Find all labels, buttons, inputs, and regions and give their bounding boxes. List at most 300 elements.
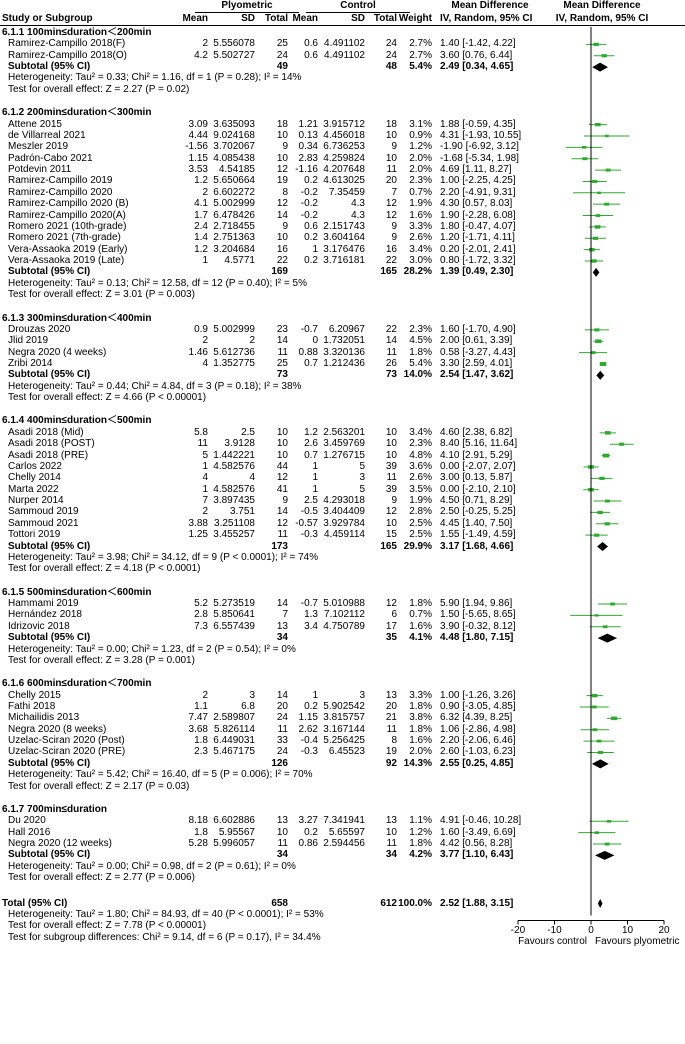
cell-w: 2.3% [409,438,432,450]
cell-m1: 2.8 [194,609,208,621]
cell-m1: 3.53 [188,164,208,176]
cell-w: 14.3% [403,757,432,769]
study-name: Uzelac-Sciran 2020 (Post) [8,735,125,747]
study-name: Potdevin 2011 [8,164,72,176]
cell-sd1: 5.002999 [213,323,255,335]
cell-w: 1.8% [409,838,432,850]
study-name: Michailidis 2013 [8,712,80,724]
cell-w: 3.4% [409,426,432,438]
cell-sd2: 3.604164 [323,232,365,244]
cell-n2: 9 [391,495,397,507]
cell-w: 1.6% [409,209,432,221]
study-name: Ramirez-Campillo 2020 [8,186,113,198]
total-diamond [598,899,603,908]
cell-w: 2.7% [409,38,432,50]
cell-w: 2.6% [409,232,432,244]
total-label: Total (95% CI) [2,897,68,909]
cell-m1: -1.56 [185,141,208,153]
cell-sd1: 2.718455 [213,220,255,232]
cell-sd1: 5.502727 [213,49,255,61]
cell-n1: 19 [276,175,288,187]
cell-n2: 11 [386,838,397,850]
cell-n1: 14 [276,335,288,347]
cell-m2: 1 [312,472,318,484]
cell-n1: 9 [282,495,288,507]
cell-ci: 0.80 [-1.72, 3.32] [440,255,516,267]
cell-w: 1.2% [409,141,432,153]
heterogeneity-text: Heterogeneity: Tau² = 0.44; Chi² = 4.84, df = 3 (P = 0.18); I² = 38% [8,380,302,392]
subtotal-label: Subtotal (95% CI) [8,369,91,381]
cell-m2: 0.6 [304,38,318,50]
cell-ci: 3.90 [-0.32, 8.12] [440,620,516,632]
study-name: Ramirez-Campillo 2020(A) [8,209,126,221]
cell-sd2: 5 [359,460,365,472]
cell-m1: 1.8 [194,735,208,747]
cell-m1: 4.2 [194,49,208,61]
cell-ci: 4.10 [2.91, 5.29] [440,449,513,461]
cell-w: 100.0% [398,897,432,909]
cell-n1: 10 [276,426,288,438]
study-marker [601,54,606,57]
study-name: Ramirez-Campillo 2019 [8,175,113,187]
cell-sd2: 5.256425 [323,735,365,747]
study-marker [605,500,610,503]
cell-ci: 3.77 [1.10, 6.43] [440,849,514,861]
cell-sd2: 2.563201 [323,426,365,438]
cell-m1: 1.46 [188,346,208,358]
study-marker [619,443,624,446]
cell-ci: 1.60 [-3.49, 6.69] [440,826,516,838]
cell-sd1: 3.702067 [213,141,255,153]
footer-text: Test for overall effect: Z = 7.78 (P < 0.00001) [8,920,207,932]
cell-ci: 1.00 [-1.26, 3.26] [440,689,516,701]
cell-w: 1.2% [409,826,432,838]
cell-ci: -1.90 [-6.92, 3.12] [440,141,519,153]
study-marker [607,820,611,823]
cell-m2: -0.7 [300,323,318,335]
col-mean1: Mean [182,13,208,24]
cell-n1: 10 [276,449,288,461]
cell-m1: 2 [202,335,208,347]
subtotal-diamond [598,634,618,643]
overall-effect-text: Test for overall effect: Z = 4.66 (P < 0.00001) [8,392,207,404]
cell-sd2: 5.010988 [323,598,365,610]
cell-w: 4.8% [409,449,432,461]
cell-n2: 34 [385,849,397,861]
cell-n2: 39 [385,460,397,472]
cell-sd1: 3.751 [229,506,255,518]
cell-n2: 10 [385,438,397,450]
cell-w: 3.1% [409,118,432,130]
cell-m2: 0.2 [304,232,318,244]
cell-w: 4.1% [409,632,432,644]
cell-n1: 18 [276,118,288,130]
study-marker [610,603,615,606]
cell-n1: 126 [271,757,288,769]
cell-n2: 20 [385,700,397,712]
cell-n1: 41 [276,483,288,495]
cell-w: 2.7% [409,49,432,61]
cell-sd2: 1.212436 [323,357,365,369]
study-marker [592,180,597,183]
cell-n2: 12 [385,198,397,210]
cell-ci: 1.40 [-1.42, 4.22] [440,38,516,50]
cell-n2: 15 [385,529,397,541]
overall-effect-text: Test for overall effect: Z = 3.01 (P = 0.003) [8,289,195,301]
cell-m2: -0.2 [300,186,318,198]
cell-sd2: 3.915712 [323,118,365,130]
cell-n1: 25 [276,357,288,369]
study-marker [598,751,603,754]
cell-sd2: 5.902542 [323,700,365,712]
cell-n1: 25 [276,38,288,50]
cell-sd1: 5.002999 [213,198,255,210]
subgroup-title: 6.1.3 300min≤duration＜400min [2,312,152,324]
study-name: Hall 2016 [8,826,51,838]
cell-ci: -1.68 [-5.34, 1.98] [440,152,519,164]
cell-sd1: 5.556078 [213,38,255,50]
cell-w: 3.4% [409,243,432,255]
cell-sd2: 6.20967 [328,323,365,335]
cell-ci: 2.20 [-2.06, 6.46] [440,735,516,747]
study-marker [604,203,609,206]
subgroup-title: 6.1.7 700min≤duration [2,803,107,815]
cell-n1: 14 [276,506,288,518]
cell-m1: 5 [202,449,208,461]
cell-ci: 1.90 [-2.28, 6.08] [440,209,516,221]
cell-ci: 0.90 [-3.05, 4.85] [440,700,516,712]
subtotal-diamond [597,542,608,551]
cell-ci: 8.40 [5.16, 11.64] [440,438,518,450]
cell-sd2: 3.815757 [323,712,365,724]
cell-n2: 10 [385,426,397,438]
cell-w: 2.3% [409,323,432,335]
col-weight: Weight [398,13,432,24]
cell-w: 1.6% [409,735,432,747]
cell-m2: 0.2 [304,175,318,187]
cell-m2: 0 [312,335,318,347]
cell-ci: 0.00 [-2.07, 2.07] [440,460,516,472]
study-marker [599,477,604,480]
cell-n2: 13 [385,815,397,827]
cell-m2: -0.57 [295,517,318,529]
heterogeneity-text: Heterogeneity: Tau² = 0.00; Chi² = 1.23, df = 2 (P = 0.54); I² = 0% [8,643,296,655]
cell-sd2: 2.594456 [323,838,365,850]
cell-sd1: 6.8 [241,700,255,712]
cell-w: 1.8% [409,346,432,358]
cell-ci: 2.55 [0.25, 4.85] [440,757,514,769]
col-total2: Total [373,13,397,24]
cell-m1: 3.09 [188,118,208,130]
cell-n2: 92 [385,757,397,769]
cell-sd2: 6.45523 [328,746,365,758]
cell-m1: 1.8 [194,826,208,838]
cell-m1: 2 [202,38,208,50]
cell-n1: 11 [277,529,288,541]
cell-m2: 0.34 [298,141,318,153]
cell-n1: 13 [276,815,288,827]
study-marker [591,259,597,262]
favours-plyometric-label: Favours plyometric [595,935,680,947]
study-name: Chelly 2015 [8,689,61,701]
cell-sd1: 4.54185 [218,164,255,176]
cell-sd1: 6.557439 [213,620,255,632]
cell-m1: 4.44 [188,129,208,141]
cell-ci: 1.06 [-2.86, 4.98] [440,723,516,735]
study-name: Carlos 2022 [8,460,62,472]
cell-w: 3.3% [409,689,432,701]
cell-m2: 3.4 [304,620,318,632]
cell-w: 3.8% [409,712,432,724]
cell-n1: 10 [276,232,288,244]
cell-w: 0.7% [409,609,432,621]
cell-n2: 10 [385,129,397,141]
cell-sd1: 3.897435 [213,495,255,507]
cell-w: 3.6% [409,460,432,472]
study-marker [595,225,601,228]
cell-n2: 10 [385,449,397,461]
cell-sd1: 4.582576 [213,460,255,472]
footer-text: Heterogeneity: Tau² = 1.80; Chi² = 84.93, df = 40 (P < 0.0001); I² = 53% [8,908,324,920]
study-marker [592,728,597,731]
study-name: Negra 2020 (8 weeks) [8,723,107,735]
study-marker [605,843,610,846]
cell-n1: 14 [276,598,288,610]
heterogeneity-text: Heterogeneity: Tau² = 0.33; Chi² = 1.16, df = 1 (P = 0.28); I² = 14% [8,72,302,84]
x-tick-label: -20 [510,924,526,936]
group2-header: Control [340,0,376,11]
subtotal-diamond [593,268,600,277]
study-marker [594,534,599,537]
cell-sd1: 5.826114 [214,723,255,735]
cell-m1: 1 [202,255,208,267]
cell-m2: 0.13 [298,129,318,141]
effect-header: Mean Difference [451,0,529,11]
cell-ci: 3.00 [0.13, 5.87] [440,472,513,484]
study-name: Nurper 2014 [8,495,64,507]
cell-n1: 12 [276,164,288,176]
study-name: Vera-Assaoka 2019 (Early) [8,243,128,255]
cell-ci: 2.60 [-1.03, 6.23] [440,746,516,758]
cell-n2: 35 [385,632,397,644]
cell-n2: 8 [391,735,397,747]
cell-m2: 1 [312,689,318,701]
cell-sd2: 3.167144 [323,723,365,735]
cell-n2: 22 [385,323,397,335]
cell-n1: 11 [277,838,288,850]
cell-sd1: 6.449031 [213,735,255,747]
subgroup-title: 6.1.6 600min≤duration＜700min [2,678,152,690]
cell-n1: 49 [276,61,288,73]
cell-m2: -1.16 [295,164,318,176]
study-name: Negra 2020 (12 weeks) [8,838,112,850]
cell-w: 1.8% [409,700,432,712]
cell-m2: 2.6 [304,438,318,450]
cell-m1: 7.3 [194,620,208,632]
cell-n1: 11 [277,346,288,358]
cell-w: 2.3% [409,175,432,187]
cell-m1: 2.4 [194,220,208,232]
subtotal-label: Subtotal (95% CI) [8,757,91,769]
cell-ci: 4.91 [-0.46, 10.28] [440,815,522,827]
cell-m2: 1 [312,243,318,255]
study-marker [603,454,609,458]
cell-n2: 7 [391,186,397,198]
study-marker [595,339,601,343]
cell-n2: 16 [385,243,397,255]
cell-m2: 0.86 [298,838,318,850]
subtotal-label: Subtotal (95% CI) [8,540,91,552]
cell-ci: 3.30 [2.59, 4.01] [440,357,513,369]
cell-m2: 2.62 [298,723,318,735]
cell-ci: 2.52 [1.88, 3.15] [440,897,514,909]
cell-m2: 1.15 [298,712,318,724]
cell-w: 4.2% [409,849,432,861]
cell-m2: 0.7 [304,449,318,461]
forest-header: Mean Difference [563,0,641,11]
cell-w: 1.8% [409,723,432,735]
cell-sd1: 9.024168 [213,129,255,141]
cell-n1: 34 [276,632,288,644]
study-marker [582,146,586,149]
cell-n1: 13 [276,620,288,632]
cell-ci: 1.80 [-0.47, 4.07] [440,220,516,232]
study-name: Sammoud 2019 [8,506,79,518]
col-ci: IV, Random, 95% CI [440,13,533,24]
cell-m1: 1.2 [194,243,208,255]
cell-n1: 169 [271,266,288,278]
cell-n1: 22 [276,255,288,267]
col-forest-ci: IV, Random, 95% CI [555,13,649,24]
cell-ci: 2.20 [-4.91, 9.31] [440,186,516,198]
cell-n1: 7 [282,609,288,621]
cell-sd2: 4.613025 [323,175,365,187]
overall-effect-text: Test for overall effect: Z = 2.77 (P = 0.006) [8,872,195,884]
study-marker [593,237,598,240]
study-marker [597,740,602,743]
x-tick-label: 0 [588,924,594,936]
cell-sd1: 6.602886 [213,815,255,827]
cell-n2: 13 [385,689,397,701]
cell-n2: 39 [385,483,397,495]
cell-sd2: 4.459114 [324,529,365,541]
cell-sd2: 1.732051 [323,335,365,347]
cell-w: 0.9% [409,129,432,141]
cell-w: 1.8% [409,598,432,610]
study-name: de Villarreal 2021 [8,129,86,141]
study-name: Hernández 2018 [8,609,82,621]
cell-sd1: 6.478426 [213,209,255,221]
study-name: Du 2020 [8,815,46,827]
cell-n1: 10 [276,438,288,450]
cell-sd2: 4.207648 [323,164,365,176]
cell-sd2: 2.151743 [323,220,365,232]
cell-ci: 0.20 [-2.01, 2.41] [440,243,516,255]
cell-m1: 7 [202,495,208,507]
cell-ci: 6.32 [4.39, 8.25] [440,712,513,724]
cell-m1: 5.28 [188,838,208,850]
cell-w: 2.5% [409,517,432,529]
cell-sd2: 4.3 [351,198,365,210]
cell-ci: 1.88 [-0.59, 4.35] [440,118,516,130]
cell-sd1: 5.850641 [213,609,255,621]
study-name: Uzelac-Sciran 2020 (PRE) [8,746,126,758]
cell-m2: 2.83 [298,152,318,164]
col-mean2: Mean [292,13,318,24]
footer-text: Test for subgroup differences: Chi² = 9.14, df = 6 (P = 0.17), I² = 34.4% [8,931,321,943]
cell-n2: 20 [385,175,397,187]
cell-w: 28.2% [403,266,432,278]
cell-w: 3.5% [409,483,432,495]
cell-sd1: 5.650664 [213,175,255,187]
cell-sd1: 4.5771 [224,255,255,267]
cell-sd1: 5.95567 [218,826,255,838]
study-name: Hammami 2019 [8,598,79,610]
cell-n1: 8 [282,186,288,198]
cell-m2: 0.6 [304,49,318,61]
subtotal-diamond [595,851,614,860]
cell-sd2: 4.293018 [323,495,365,507]
cell-m2: 0.2 [304,255,318,267]
cell-m1: 11 [197,438,208,450]
cell-ci: 1.50 [-5.65, 8.65] [440,609,516,621]
cell-sd1: 5.273519 [213,598,255,610]
cell-m1: 1.25 [188,529,208,541]
cell-w: 1.9% [409,495,432,507]
cell-n1: 24 [276,49,288,61]
cell-m2: 1 [312,483,318,495]
study-marker [603,625,608,628]
subgroup-title: 6.1.2 200min≤duration＜300min [2,107,152,119]
cell-w: 14.0% [403,369,432,381]
cell-ci: 0.58 [-3.27, 4.43] [440,346,516,358]
cell-ci: 1.00 [-2.25, 4.25] [440,175,516,187]
cell-sd2: 3.716181 [323,255,365,267]
subtotal-diamond [592,759,609,768]
cell-n1: 11 [277,723,288,735]
cell-n1: 12 [276,198,288,210]
cell-ci: 4.69 [1.11, 8.27] [440,164,512,176]
cell-m1: 3.88 [188,517,208,529]
cell-sd1: 2.751363 [213,232,255,244]
study-name: Idrizovic 2018 [8,620,70,632]
cell-n2: 24 [385,38,397,50]
subgroup-title: 6.1.1 100min≤duration＜200min [2,27,152,38]
cell-sd2: 5 [359,483,365,495]
col-total1: Total [264,13,288,24]
cell-w: 3.0% [409,255,432,267]
cell-m1: 2 [202,689,208,701]
cell-m2: -0.2 [300,209,318,221]
cell-sd1: 3.251108 [214,517,255,529]
heterogeneity-text: Heterogeneity: Tau² = 0.13; Chi² = 12.58, df = 12 (P = 0.40); I² = 5% [8,277,307,289]
x-tick-label: -10 [547,924,562,936]
cell-sd1: 2.5 [241,426,255,438]
cell-m2: 1 [312,460,318,472]
cell-sd1: 4.085438 [213,152,255,164]
x-tick-label: 20 [658,924,670,936]
study-marker [605,135,609,137]
col-sd1: SD [241,13,255,24]
cell-n2: 21 [385,712,397,724]
favours-control-label: Favours control [518,935,587,947]
subtotal-label: Subtotal (95% CI) [8,849,91,861]
cell-sd1: 4 [249,472,255,484]
cell-w: 2.6% [409,472,432,484]
cell-sd2: 7.102112 [324,609,365,621]
study-name: Drouzas 2020 [8,323,71,335]
study-name: Fathi 2018 [8,700,56,712]
